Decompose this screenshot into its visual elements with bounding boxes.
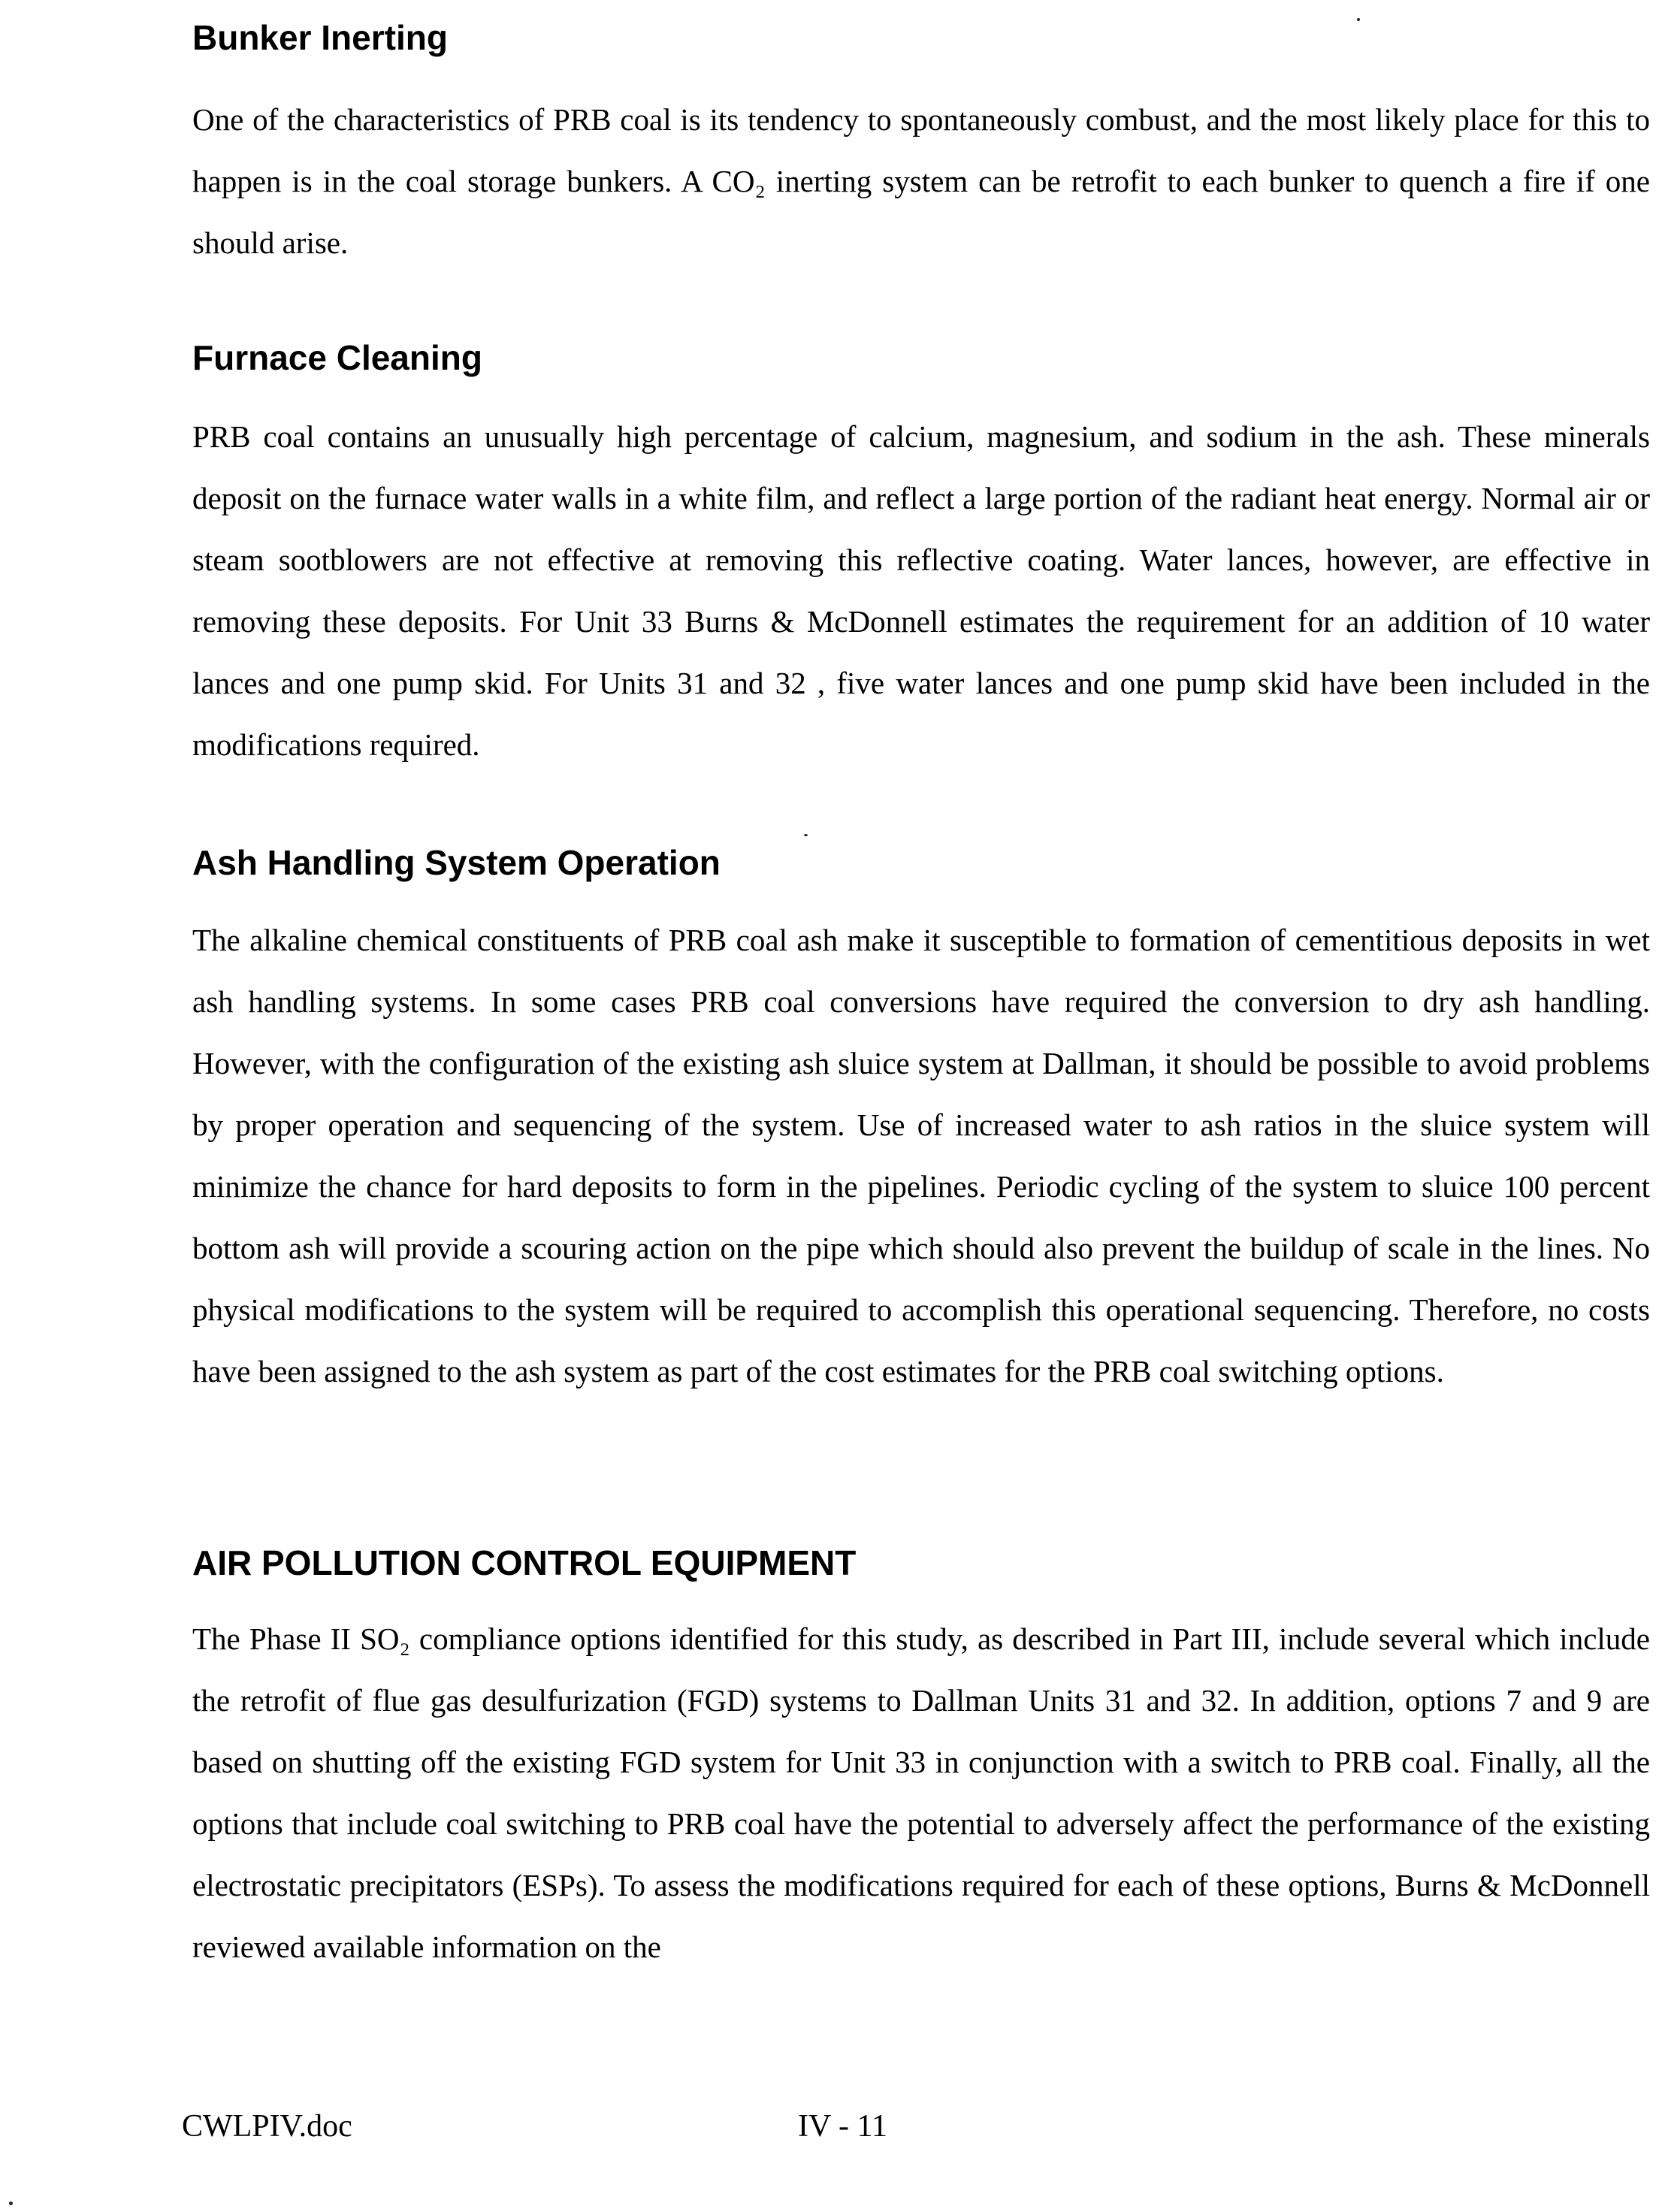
scan-speck: [804, 834, 808, 836]
footer-page-number: IV - 11: [798, 2109, 887, 2144]
section-heading-ash-handling: Ash Handling System Operation: [192, 843, 721, 882]
section-heading-bunker-inerting: Bunker Inerting: [192, 18, 448, 57]
section-heading-furnace-cleaning: Furnace Cleaning: [192, 338, 482, 377]
section-paragraph-furnace-cleaning: PRB coal contains an unusually high percentage of calcium, magnesium, and sodium in the ash. These minerals deposit on the furnace water walls in a white film, and reflect a large portion of the radiant heat energy. Normal air or steam sootblowers are not effective at removing this reflective coating. Water lances, however, are effective in removing these deposits. For Unit 33 Burns & McDonnell estimates the requirement for an addition of 10 water lances and one pump skid. For Units 31 and 32 , five water lances and one pump skid have been included in the modifications required.: [192, 419, 1650, 762]
section-paragraph-bunker-inerting: One of the characteristics of PRB coal is its tendency to spontaneously combust, and the most likely place for this to happen is in the coal storage bunkers. A CO₂ inerting system can be retrofit to each bunker to quench a fire if one should arise.: [192, 102, 1650, 260]
scan-speck: [9, 2201, 13, 2205]
section-paragraph-air-pollution-control: The Phase II SO₂ compliance options identified for this study, as described in Part III, include several which include the retrofit of flue gas desulfurization (FGD) systems to Dallman Units 31 and 32. In addition, options 7 and 9 are based on shutting off the existing FGD system for Unit 33 in conjunction with a switch to PRB coal. Finally, all the options that include coal switching to PRB coal have the potential to adversely affect the performance of the existing electrostatic precipitators (ESPs). To assess the modifications required for each of these options, Burns & McDonnell reviewed available information on the: [192, 1621, 1650, 1964]
scan-speck: [1357, 18, 1360, 21]
section-paragraph-ash-handling: The alkaline chemical constituents of PRB coal ash make it susceptible to formation of cementitious deposits in wet ash handling systems. In some cases PRB coal conversions have required the conversion to dry ash handling. However, with the configuration of the existing ash sluice system at Dallman, it should be possible to avoid problems by proper operation and sequencing of the system. Use of increased water to ash ratios in the sluice system will minimize the chance for hard deposits to form in the pipelines. Periodic cycling of the system to sluice 100 percent bottom ash will provide a scouring action on the pipe which should also prevent the buildup of scale in the lines. No physical modifications to the system will be required to accomplish this operational sequencing. Therefore, no costs have been assigned to the ash system as part of the cost estimates for the PRB coal switching options.: [192, 923, 1650, 1389]
section-heading-air-pollution-control: AIR POLLUTION CONTROL EQUIPMENT: [192, 1543, 857, 1582]
footer-filename: CWLPIV.doc: [182, 2109, 352, 2144]
